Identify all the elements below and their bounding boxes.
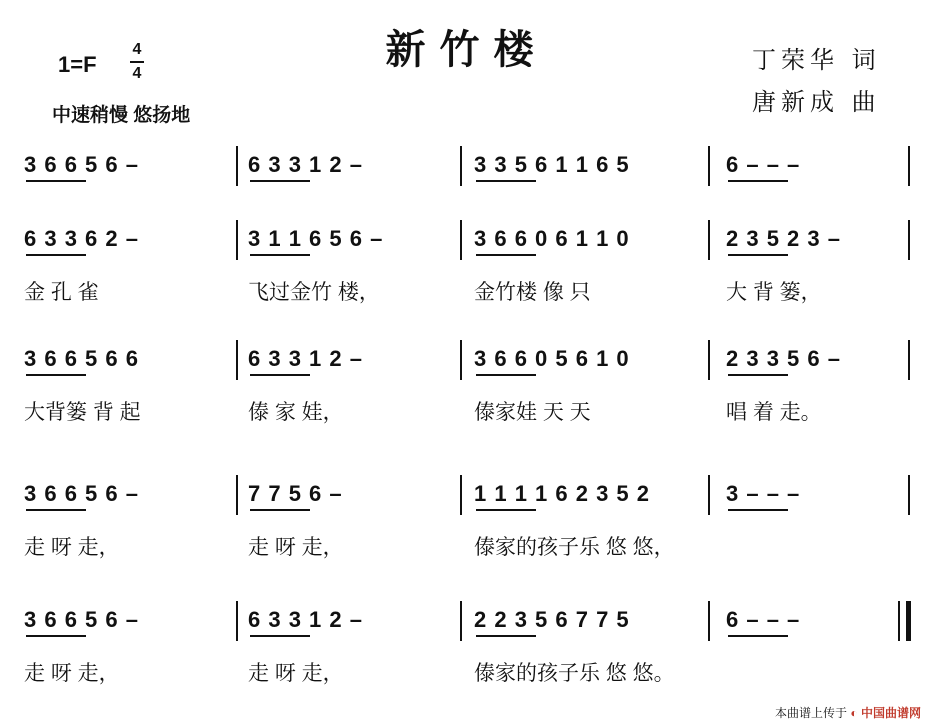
brand-name: 中国曲谱网 xyxy=(860,706,921,720)
beat-underline xyxy=(26,180,86,182)
measure-notes: 3 6 6 0 5 6 1 0 xyxy=(474,346,630,371)
measure-lyrics: 金 孔 雀 xyxy=(24,281,99,304)
beat-underline xyxy=(26,374,86,376)
beat-underline xyxy=(250,635,310,637)
barline xyxy=(708,601,710,641)
final-barline xyxy=(898,601,900,641)
measure-notes: 1 1 1 1 6 2 3 5 2 xyxy=(474,481,651,506)
beat-underline xyxy=(250,374,310,376)
meter-bottom: 4 xyxy=(132,65,142,82)
beat-underline xyxy=(728,374,788,376)
measure-lyrics: 走 呀 走， xyxy=(24,662,120,685)
beat-underline xyxy=(26,254,86,256)
time-signature xyxy=(130,40,144,84)
beat-underline xyxy=(728,635,788,637)
measure-lyrics: 唱 着 走。 xyxy=(726,401,822,424)
measure-notes: 3 6 6 5 6 – xyxy=(24,481,139,506)
beat-underline xyxy=(728,180,788,182)
barline xyxy=(236,475,238,515)
lyricist-credit: 丁荣华 词 xyxy=(752,46,881,74)
footer-text: 本曲谱上传于 xyxy=(775,706,848,720)
barline xyxy=(236,601,238,641)
footer xyxy=(775,704,921,721)
beat-underline xyxy=(26,509,86,511)
key-signature: 1=F xyxy=(58,52,97,77)
measure-lyrics: 傣家娃 天 天 xyxy=(474,401,591,424)
barline xyxy=(460,340,462,380)
barline xyxy=(708,475,710,515)
measure-lyrics: 金竹楼 像 只 xyxy=(474,281,591,304)
page-title: 新竹楼 xyxy=(385,26,548,73)
measure-lyrics: 走 呀 走， xyxy=(248,662,344,685)
beat-underline xyxy=(250,509,310,511)
beat-underline xyxy=(476,254,536,256)
beat-underline xyxy=(476,374,536,376)
measure-notes: 6 3 3 1 2 – xyxy=(248,152,363,177)
barline xyxy=(460,220,462,260)
barline xyxy=(908,475,910,515)
barline xyxy=(236,340,238,380)
beat-underline xyxy=(26,635,86,637)
meter-top: 4 xyxy=(132,41,142,58)
beat-underline xyxy=(476,180,536,182)
measure-notes: 3 6 6 5 6 6 xyxy=(24,346,139,371)
measure-lyrics: 走 呀 走， xyxy=(248,536,344,559)
measure-notes: 3 1 1 6 5 6 – xyxy=(248,226,384,251)
measure-notes: 6 3 3 6 2 – xyxy=(24,226,139,251)
barline xyxy=(708,220,710,260)
barline xyxy=(236,146,238,186)
barline xyxy=(460,475,462,515)
barline xyxy=(908,220,910,260)
measure-lyrics: 大背篓 背 起 xyxy=(24,401,141,424)
beat-underline xyxy=(476,635,536,637)
measure-notes: 6 – – – xyxy=(726,607,801,632)
measure-lyrics: 飞过金竹 楼， xyxy=(248,281,380,304)
beat-underline xyxy=(476,509,536,511)
brand-icon: ◐ xyxy=(850,706,858,720)
beat-underline xyxy=(250,254,310,256)
barline xyxy=(906,601,911,641)
measure-notes: 2 3 5 2 3 – xyxy=(726,226,841,251)
measure-lyrics: 大 背 篓， xyxy=(726,281,822,304)
barline xyxy=(908,340,910,380)
measure-notes: 3 6 6 5 6 – xyxy=(24,607,139,632)
composer-credit: 唐新成 曲 xyxy=(752,88,881,116)
barline xyxy=(460,146,462,186)
measure-notes: 6 – – – xyxy=(726,152,801,177)
measure-notes: 6 3 3 1 2 – xyxy=(248,346,363,371)
barline xyxy=(908,146,910,186)
tempo-marking: 中速稍慢 悠扬地 xyxy=(52,105,191,126)
barline xyxy=(460,601,462,641)
barline xyxy=(708,340,710,380)
measure-notes: 2 3 3 5 6 – xyxy=(726,346,841,371)
measure-lyrics: 傣 家 娃， xyxy=(248,401,344,424)
measure-notes: 3 3 5 6 1 1 6 5 xyxy=(474,152,630,177)
beat-underline xyxy=(250,180,310,182)
measure-lyrics: 傣家的孩子乐 悠 悠。 xyxy=(474,662,675,685)
measure-lyrics: 傣家的孩子乐 悠 悠， xyxy=(474,536,675,559)
measure-notes: 3 6 6 5 6 – xyxy=(24,152,139,177)
measure-lyrics: 走 呀 走， xyxy=(24,536,120,559)
barline xyxy=(236,220,238,260)
measure-notes: 7 7 5 6 – xyxy=(248,481,343,506)
barline xyxy=(708,146,710,186)
beat-underline xyxy=(728,509,788,511)
measure-notes: 2 2 3 5 6 7 7 5 xyxy=(474,607,630,632)
measure-notes: 3 – – – xyxy=(726,481,801,506)
beat-underline xyxy=(728,254,788,256)
measure-notes: 3 6 6 0 6 1 1 0 xyxy=(474,226,630,251)
measure-notes: 6 3 3 1 2 – xyxy=(248,607,363,632)
